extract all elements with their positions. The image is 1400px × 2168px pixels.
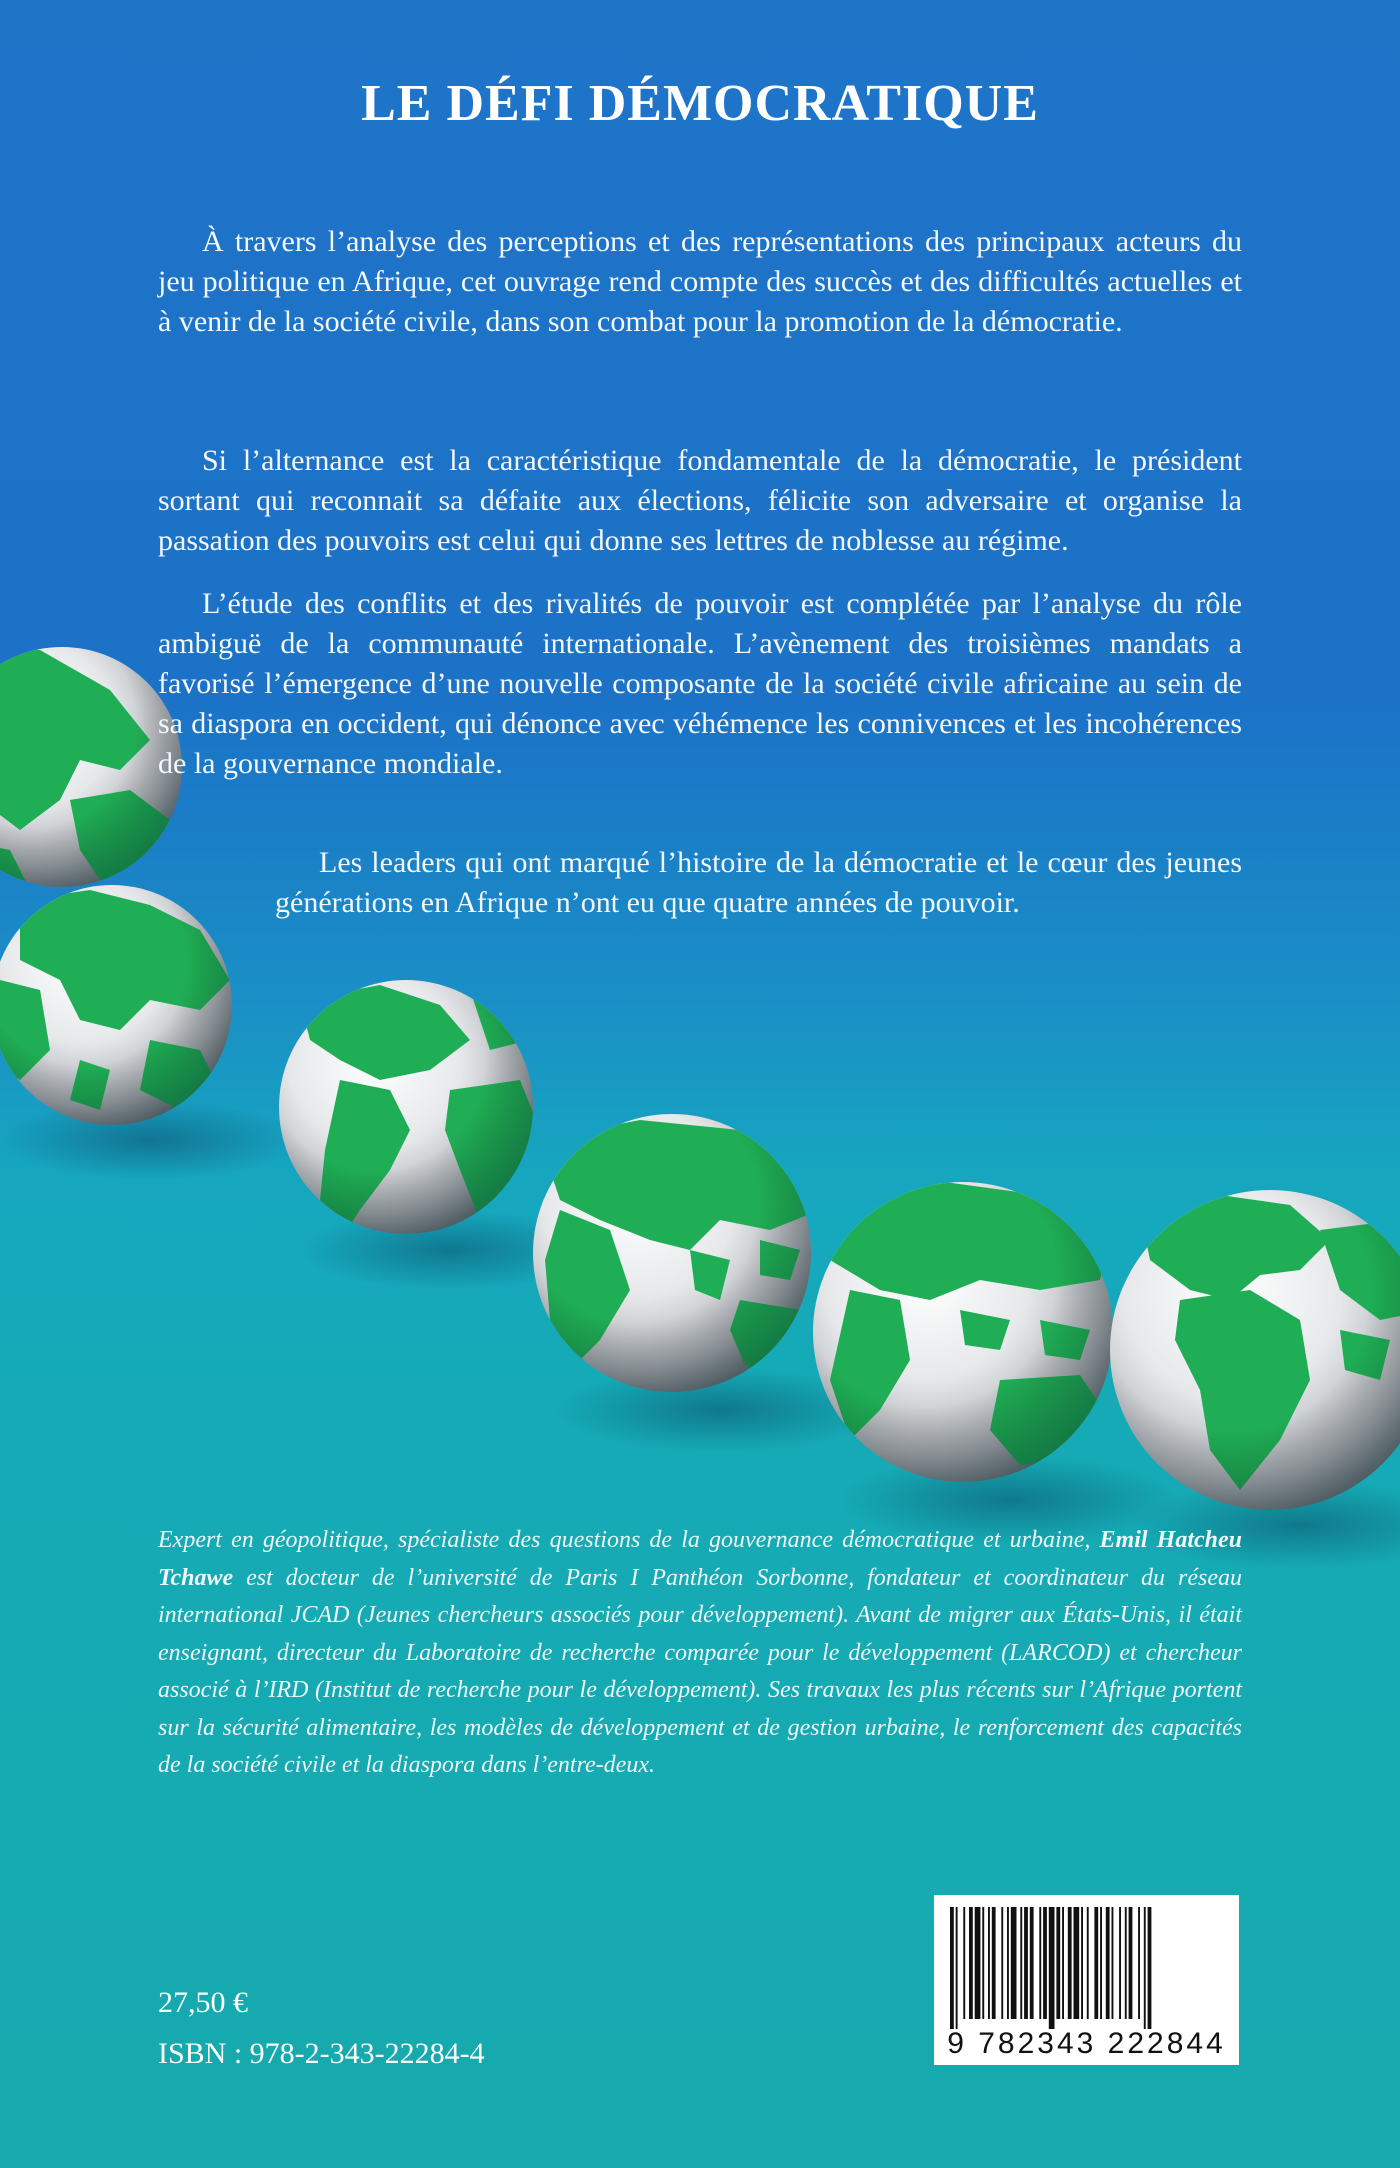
- barcode-bar: [1039, 1907, 1041, 2019]
- barcode-bar: [963, 1907, 965, 2019]
- author-bio-intro: Expert en géopolitique, spécialiste des questions de la gouvernance démocratique et urbaine,: [158, 1527, 1091, 1553]
- book-title: LE DÉFI DÉMOCRATIQUE: [361, 75, 1039, 132]
- barcode-bar: [950, 1907, 954, 2029]
- globe-6: [1110, 1190, 1400, 1510]
- barcode-bars: [948, 1907, 1225, 2029]
- barcode-bar: [1007, 1907, 1009, 2019]
- barcode-bar: [975, 1907, 981, 2019]
- blurb-paragraph-4: Les leaders qui ont marqué l’histoire de la démocratie et le cœur des jeunes générations en Afrique n’ont eu que quatre années de pouvoir.: [275, 846, 1242, 919]
- author-bio: [158, 1522, 1242, 1785]
- isbn: ISBN : 978-2-343-22284-4: [158, 2037, 485, 2070]
- barcode-bar: [1100, 1907, 1102, 2019]
- globe-1: [0, 640, 182, 900]
- barcode-bar: [1094, 1907, 1098, 2019]
- barcode-bar: [988, 1907, 990, 2019]
- barcode-bar: [1024, 1907, 1028, 2019]
- barcode-bar: [1112, 1907, 1114, 2019]
- barcode-bar: [1011, 1907, 1017, 2019]
- barcode-bar: [1119, 1907, 1121, 2019]
- barcode-bar: [1001, 1907, 1003, 2019]
- barcode-bar: [1138, 1907, 1140, 2019]
- barcode-bar: [1043, 1907, 1047, 2019]
- barcode-bar: [1129, 1907, 1133, 2019]
- barcode-bar: [969, 1907, 973, 2019]
- blurb-paragraph-1: À travers l’analyse des perceptions et des représentations des principaux acteurs du jeu politique en Afrique, cet ouvrage rend compte des succès et des difficultés actuelles et à venir de la société civile, dans son combat pour la promotion de la démocratie.: [158, 225, 1242, 338]
- barcode-bar: [982, 1907, 984, 2019]
- barcode-bar: [1125, 1907, 1127, 2019]
- barcode-bar: [1148, 1907, 1152, 2029]
- barcode-bar: [956, 1907, 958, 2029]
- globe-4: [533, 1114, 820, 1392]
- barcode-bar: [1087, 1907, 1089, 2019]
- barcode-bar: [1062, 1907, 1064, 2019]
- price: 27,50 €: [158, 1986, 248, 2019]
- globe-5: [813, 1180, 1113, 1482]
- barcode-bar: [1106, 1907, 1110, 2019]
- barcode-digits: 9 782343 222844: [947, 2027, 1226, 2060]
- author-bio-rest: est docteur de l’université de Paris I Panthéon Sorbonne, fondateur et coordinateur du réseau international JCAD (Jeunes chercheurs associés pour développement). Avant de migrer aux États-Unis, il était enseignant, directeur du Laboratoire de recherche comparée pour le développement (LARCOD) et chercheur associé à l’IRD (Institut de recherche pour le développement). Ses travaux les plus récents sur l’Afrique portent sur la sécurité alimentaire, les modèles de développement et de gestion urbaine, le renforcement des capacités de la société civile et la diaspora dans l’entre-deux.: [158, 1564, 1242, 1778]
- barcode: [934, 1895, 1239, 2065]
- barcode-bar: [1020, 1907, 1022, 2019]
- blurb-paragraph-3: L’étude des conflits et des rivalités de pouvoir est complétée par l’analyse du rôle ambiguë de la communauté internationale. L’avènement des troisièmes mandats a favorisé l’émergence d’une nouvelle composante de la société civile africaine au sein de sa diaspora en occident, qui dénonce avec véhémence les connivences et les incohérences de la gouvernance mondiale.: [158, 587, 1242, 780]
- blurb-paragraph-2: Si l’alternance est la caractéristique fondamentale de la démocratie, le président sortant qui reconnait sa défaite aux élections, félicite son adversaire et organise la passation des pouvoirs est celui qui donne ses lettres de noblesse au régime.: [158, 444, 1242, 557]
- author-name: Emil Hatcheu Tchawe: [158, 1527, 1243, 1591]
- barcode-bar: [1081, 1907, 1083, 2019]
- barcode-bar: [1068, 1907, 1072, 2019]
- barcode-bar: [992, 1907, 996, 2019]
- barcode-bar: [1144, 1907, 1146, 2029]
- barcode-bar: [1056, 1907, 1060, 2019]
- barcode-bar: [1030, 1907, 1034, 2019]
- barcode-bar: [1049, 1907, 1055, 2029]
- globe-2: [0, 885, 232, 1125]
- globe-3: [279, 980, 540, 1240]
- barcode-bar: [1074, 1907, 1080, 2019]
